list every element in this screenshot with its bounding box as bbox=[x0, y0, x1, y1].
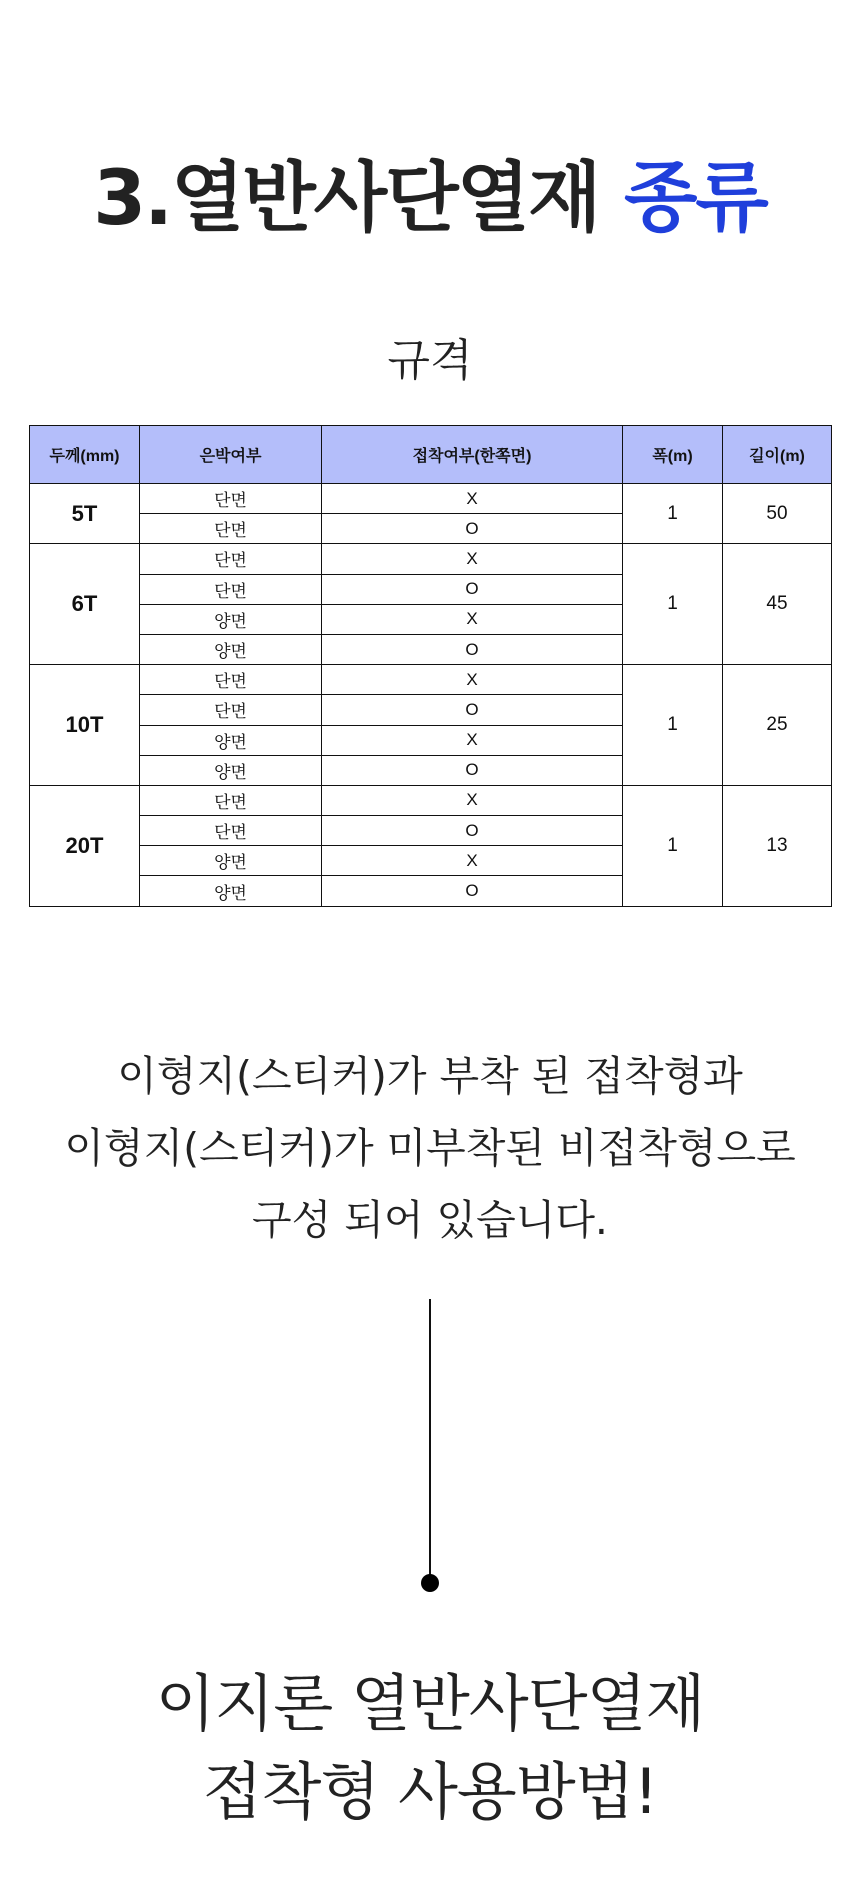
divider-line bbox=[429, 1299, 431, 1583]
description-line: 구성 되어 있습니다. bbox=[252, 1196, 608, 1244]
width-cell: 1 bbox=[623, 544, 723, 665]
adhesive-cell: O bbox=[322, 634, 623, 664]
length-cell: 25 bbox=[723, 665, 832, 786]
description-text bbox=[0, 1040, 860, 1256]
howto-line: 접착형 사용방법! bbox=[202, 1755, 658, 1828]
foil-cell: 양면 bbox=[140, 876, 322, 906]
foil-cell: 양면 bbox=[140, 725, 322, 755]
adhesive-cell: X bbox=[322, 785, 623, 815]
page-title bbox=[0, 150, 860, 246]
foil-cell: 단면 bbox=[140, 544, 322, 574]
adhesive-cell: X bbox=[322, 846, 623, 876]
width-cell: 1 bbox=[623, 785, 723, 906]
table-row bbox=[30, 665, 832, 695]
foil-cell: 양면 bbox=[140, 755, 322, 785]
foil-cell: 단면 bbox=[140, 484, 322, 514]
length-cell: 50 bbox=[723, 484, 832, 544]
title-accent: 종류 bbox=[623, 153, 767, 242]
column-header-length: 길이(m) bbox=[723, 426, 832, 484]
howto-heading bbox=[0, 1660, 860, 1836]
adhesive-cell: X bbox=[322, 544, 623, 574]
adhesive-cell: O bbox=[322, 755, 623, 785]
foil-cell: 단면 bbox=[140, 665, 322, 695]
adhesive-cell: X bbox=[322, 725, 623, 755]
foil-cell: 단면 bbox=[140, 574, 322, 604]
column-header-foil: 은박여부 bbox=[140, 426, 322, 484]
howto-line: 이지론 열반사단열재 bbox=[155, 1667, 705, 1740]
adhesive-cell: O bbox=[322, 816, 623, 846]
adhesive-cell: O bbox=[322, 574, 623, 604]
thickness-cell: 5T bbox=[30, 484, 140, 544]
thickness-cell: 20T bbox=[30, 785, 140, 906]
divider-dot-icon bbox=[421, 1574, 439, 1592]
adhesive-cell: X bbox=[322, 665, 623, 695]
foil-cell: 양면 bbox=[140, 846, 322, 876]
foil-cell: 단면 bbox=[140, 785, 322, 815]
adhesive-cell: O bbox=[322, 695, 623, 725]
spec-table bbox=[29, 425, 832, 907]
adhesive-cell: O bbox=[322, 876, 623, 906]
adhesive-cell: O bbox=[322, 514, 623, 544]
thickness-cell: 10T bbox=[30, 665, 140, 786]
column-header-thickness: 두께(mm) bbox=[30, 426, 140, 484]
foil-cell: 단면 bbox=[140, 816, 322, 846]
title-number: 3. bbox=[93, 153, 171, 242]
width-cell: 1 bbox=[623, 484, 723, 544]
table-header-row bbox=[30, 426, 832, 484]
table-row bbox=[30, 785, 832, 815]
length-cell: 13 bbox=[723, 785, 832, 906]
title-main: 열반사단열재 bbox=[170, 153, 600, 242]
foil-cell: 양면 bbox=[140, 604, 322, 634]
foil-cell: 단면 bbox=[140, 695, 322, 725]
adhesive-cell: X bbox=[322, 604, 623, 634]
width-cell: 1 bbox=[623, 665, 723, 786]
spec-heading: 규격 bbox=[387, 335, 473, 386]
column-header-width: 폭(m) bbox=[623, 426, 723, 484]
length-cell: 45 bbox=[723, 544, 832, 665]
table-row bbox=[30, 484, 832, 514]
foil-cell: 양면 bbox=[140, 634, 322, 664]
description-line: 이형지(스티커)가 부착 된 접착형과 bbox=[117, 1052, 743, 1100]
thickness-cell: 6T bbox=[30, 544, 140, 665]
column-header-adhesive: 접착여부(한쪽면) bbox=[322, 426, 623, 484]
table-row bbox=[30, 544, 832, 574]
description-line: 이형지(스티커)가 미부착된 비접착형으로 bbox=[64, 1124, 796, 1172]
foil-cell: 단면 bbox=[140, 514, 322, 544]
adhesive-cell: X bbox=[322, 484, 623, 514]
